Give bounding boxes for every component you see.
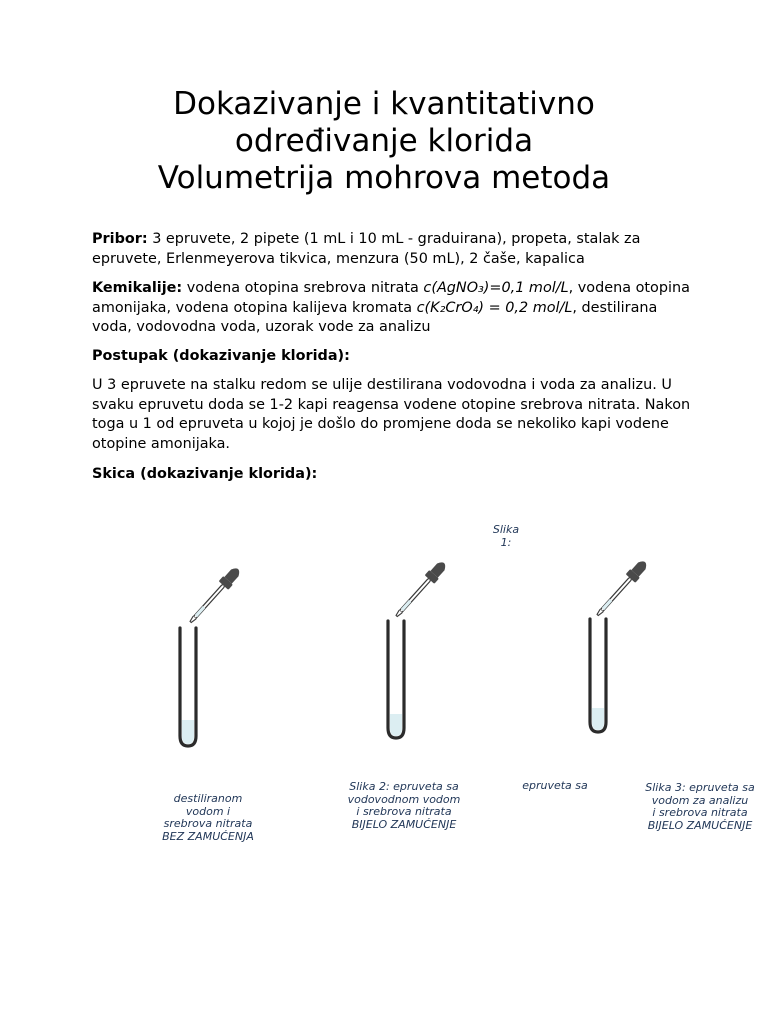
postupak-heading: Postupak (dokazivanje klorida): (92, 348, 350, 364)
caption-tube-3: Slika 3: epruveta sa vodom za analizu i srebrova nitrata BIJELO ZAMUĆENJE (645, 781, 755, 832)
title-line-1: Dokazivanje i kvantitativno (173, 86, 595, 122)
dropper-icon-2 (392, 559, 449, 620)
test-tube-1 (180, 628, 196, 746)
postupak-paragraph: U 3 epruvete na stalku redom se ulije destilirana vodovodna i voda za analizu. U svaku epruvetu doda se 1-2 kapi reagensa vodene otopine srebrova nitrata. Nakon toga u 1 od epruveta u kojoj je došlo do promjene doda se nekoliko kapi vodene otopine amonijaka. (92, 377, 691, 452)
kemikalije-text-1: vodena otopina srebrova nitrata (182, 280, 424, 296)
dropper-icon-1 (186, 565, 243, 626)
title-line-3: Volumetrija mohrova metoda (157, 160, 611, 196)
kemikalije-text-3: , destilirana voda, vodovodna voda, uzorak vode za analizu (92, 299, 658, 336)
dropper-icon-3 (593, 558, 650, 619)
test-tube-2 (388, 621, 404, 738)
skica-heading: Skica (dokazivanje klorida): (92, 466, 318, 482)
caption-middle: epruveta sa (522, 779, 588, 792)
kemikalije-text-2: , vodena otopina amonijaka, vodena otopina kalijeva kromata (92, 280, 690, 316)
pribor-text: 3 epruvete, 2 pipete (1 mL i 10 mL - graduirana), propeta, stalak za epruvete, Erlenmeyerova tikvica, menzura (50 mL), 2 čaše, kapalica (92, 231, 641, 267)
figure-label-top: Slika 1: (492, 523, 520, 549)
caption-tube-2: Slika 2: epruveta sa vodovodnom vodom i srebrova nitrata BIJELO ZAMUĆENJE (347, 780, 461, 831)
title-line-2: određivanje klorida (234, 123, 534, 159)
formula-silver-nitrate: c(AgNO₃)=0,1 mol/L (423, 280, 569, 296)
caption-tube-1: destiliranom vodom i srebrova nitrata BEZ ZAMUĆENJA (162, 792, 254, 843)
test-tube-3 (590, 619, 606, 732)
pribor-label: Pribor: (92, 231, 148, 247)
formula-potassium-chromate: c(K₂CrO₄) = 0,2 mol/L (416, 299, 573, 316)
kemikalije-label: Kemikalije: (92, 280, 183, 296)
